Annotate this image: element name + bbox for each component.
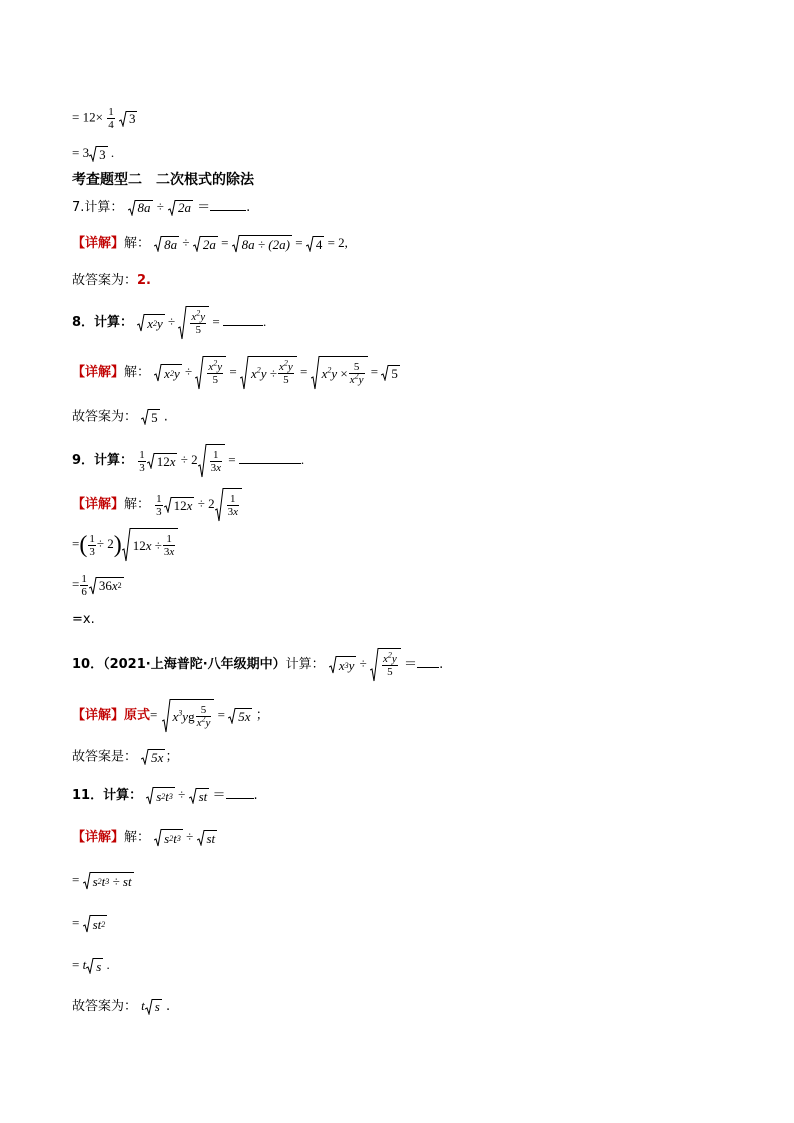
sqrt (86, 958, 103, 974)
step-line-1 (72, 106, 137, 131)
answer-10: 【详解】原式= $x^3y$ g $\frac{5}{x^2y}$ = 5x ； (72, 699, 269, 733)
detail-tag: 【详解】 (72, 364, 125, 380)
sqrt: s 2 t 3 (146, 787, 175, 805)
sqrt: s 2 t 3 (154, 829, 183, 847)
divide-sign: ÷ (156, 199, 164, 214)
step-line-2 (72, 145, 114, 162)
period: . (163, 409, 168, 425)
answer-blank (223, 325, 263, 326)
coefficient: 3 (82, 145, 90, 160)
period: . (246, 200, 251, 215)
final-answer-10 (72, 749, 178, 766)
question-prompt: 计算： (285, 656, 325, 672)
result: 5x (238, 708, 251, 724)
question-label: 9．计算： (72, 452, 134, 468)
equals-sign: = (72, 109, 80, 125)
answer-7: 【详解】解： 8a ÷ 2a = 8a ÷ (2a) = 4 = 2, (72, 235, 348, 252)
detail-tag: 【详解】 (72, 236, 125, 251)
sqrt: 12 x (147, 453, 178, 469)
sqrt (154, 236, 179, 252)
answer-9: 【详解】解： $\frac{1}{3}$ 12 x ÷ 2 $\frac{1}{3x}$ (72, 488, 242, 522)
sqrt: x 2 y (154, 364, 182, 382)
coefficient: t (82, 957, 87, 972)
equals-sign: = (72, 872, 80, 887)
final-answer-11 (72, 998, 170, 1015)
sqrt (141, 409, 160, 425)
radicand: 3 (99, 146, 106, 162)
sqrt (128, 200, 153, 216)
question-label: 8．计算： (72, 314, 134, 330)
radicand: s (96, 958, 102, 974)
radicand: 8a (164, 236, 178, 252)
step-9d: =x. (72, 612, 95, 627)
question-11: 11．计算： s 2 t 3 ÷ st ＝ . (72, 787, 258, 804)
sqrt: $x^2y$ ÷ $\frac{x^2y}{5}$ (240, 356, 297, 390)
times-sign: × (95, 109, 103, 125)
equals-sign: = (72, 915, 80, 930)
question-label: 10． (72, 656, 104, 672)
sqrt: 12 x (164, 497, 195, 513)
sqrt (232, 235, 292, 253)
equals-sign: = (72, 576, 80, 592)
sqrt: 12 x ÷ $\frac{1}{3x}$ (122, 528, 179, 562)
radicand: 5x (151, 749, 164, 765)
semicolon: ； (255, 707, 269, 723)
period: . (110, 145, 115, 160)
question-10: 10．（2021·上海普陀·八年级期中）计算： x 3 y ÷ $\frac{x^2y}{5}$ ＝ . (72, 648, 443, 682)
answer-label: 故答案为： (72, 273, 138, 288)
equals-sign: = (72, 957, 80, 972)
solution-label: 解： (124, 364, 151, 380)
question-source: （2021·上海普陀·八年级期中） (103, 656, 286, 672)
radicand: s (154, 999, 160, 1014)
question-7 (72, 199, 250, 216)
detail-tag: 【详解】 (72, 707, 125, 723)
question-8: 8．计算： x 2 y ÷ $\frac{x^2y}{5}$ = . (72, 306, 266, 340)
sqrt (306, 236, 325, 252)
sqrt (193, 236, 218, 252)
question-label: 7.计算： (72, 200, 124, 215)
equals-sign: = (72, 145, 80, 160)
sqrt: $\frac{x^2y}{5}$ (178, 306, 209, 340)
question-9: 9．计算： $\frac{1}{3}$ 12 x ÷ 2 $\frac{1}{3x}$ = . (72, 444, 304, 478)
answer-blank (239, 463, 301, 464)
answer-blank (226, 798, 254, 799)
radicand: 8a ÷ (2a) (241, 236, 290, 252)
sqrt: st (189, 788, 210, 804)
final-answer-8 (72, 409, 168, 426)
period: . (439, 656, 444, 672)
answer-value: 2. (137, 273, 151, 288)
period: . (165, 999, 171, 1014)
coefficient: 12 (82, 109, 96, 125)
radicand: 3 (128, 111, 136, 126)
equals-sign: = (72, 535, 80, 551)
step-11b (72, 872, 134, 890)
question-label: 11．计算： (72, 788, 143, 803)
answer-label: 故答案是： (72, 749, 138, 765)
sqrt (89, 146, 108, 162)
equals-sign: ＝ (404, 656, 418, 672)
step-9c: = $\frac{1}{6}$ 36 x 2 (72, 573, 122, 598)
result: 2 (338, 235, 345, 250)
detail-tag: 【详解】 (72, 830, 125, 845)
solution-label: 解： (124, 236, 151, 251)
equals-sign: = (150, 706, 158, 722)
radicand: 2a (177, 200, 191, 215)
period: . (106, 957, 110, 972)
answer-blank (210, 210, 246, 211)
denominator: 4 (108, 119, 114, 131)
sqrt: x 3 y (329, 656, 357, 674)
result: 5 (391, 365, 398, 381)
sqrt: 36 x 2 (89, 577, 124, 595)
period: . (300, 451, 305, 467)
sqrt: st (197, 830, 218, 846)
sqrt (119, 111, 138, 127)
step-9b: =( $\frac{1}{3}$ ÷ 2) 12 x ÷ $\frac{1}{3x}$ (72, 528, 178, 562)
detail-tag: 【详解】 (72, 496, 125, 512)
period: . (263, 313, 267, 329)
sqrt (141, 749, 165, 765)
equals-sign: ＝ (197, 200, 211, 215)
radicand: 4 (315, 236, 323, 252)
sqrt: x 2 y (137, 314, 165, 332)
sqrt: $x^3y$ g $\frac{5}{x^2y}$ (162, 699, 215, 733)
step-11c (72, 915, 107, 933)
step-11d (72, 957, 110, 974)
sqrt: $\frac{1}{3x}$ (215, 488, 242, 522)
coefficient: t (141, 998, 145, 1013)
sqrt: $\frac{x^2y}{5}$ (370, 648, 401, 682)
final-answer-7 (72, 273, 151, 289)
answer-label: 故答案为： (72, 999, 138, 1014)
numerator: 1 (108, 106, 114, 118)
answer-11: 【详解】解： s 2 t 3 ÷ st (72, 829, 216, 846)
answer-label: 故答案为： (72, 409, 138, 425)
sqrt (145, 999, 162, 1015)
period: . (253, 788, 258, 803)
section-heading: 考查题型二 二次根式的除法 (72, 172, 254, 188)
comma: , (344, 235, 348, 250)
sqrt (228, 708, 252, 724)
sqrt: st 2 (83, 915, 108, 933)
equals-sign: ＝ (212, 788, 226, 803)
fraction (107, 106, 115, 131)
radicand: 8a (137, 200, 151, 215)
semicolon: ； (165, 749, 179, 765)
sqrt (381, 365, 400, 381)
answer-blank (417, 667, 439, 668)
sqrt: $\frac{1}{3x}$ (198, 444, 225, 478)
original-expression-label: 原式 (124, 707, 151, 723)
sqrt: $\frac{x^2y}{5}$ (195, 356, 226, 390)
sqrt: $x^2y$ × $\frac{5}{x^2y}$ (311, 356, 368, 390)
radicand: 5 (151, 409, 158, 425)
solution-label: 解： (124, 496, 151, 512)
solution-label: 解： (124, 830, 151, 845)
sqrt (168, 200, 193, 216)
answer-8: 【详解】解： x 2 y ÷ $\frac{x^2y}{5}$ = $x^2y$ ÷ $\frac{x^2y}{5}$ = $x^2y$ × $\frac{5}{x^2y}$ = 5 (72, 356, 400, 390)
sqrt: s 2 t 3 ÷ st (83, 872, 134, 890)
radicand: 2a (202, 236, 216, 252)
